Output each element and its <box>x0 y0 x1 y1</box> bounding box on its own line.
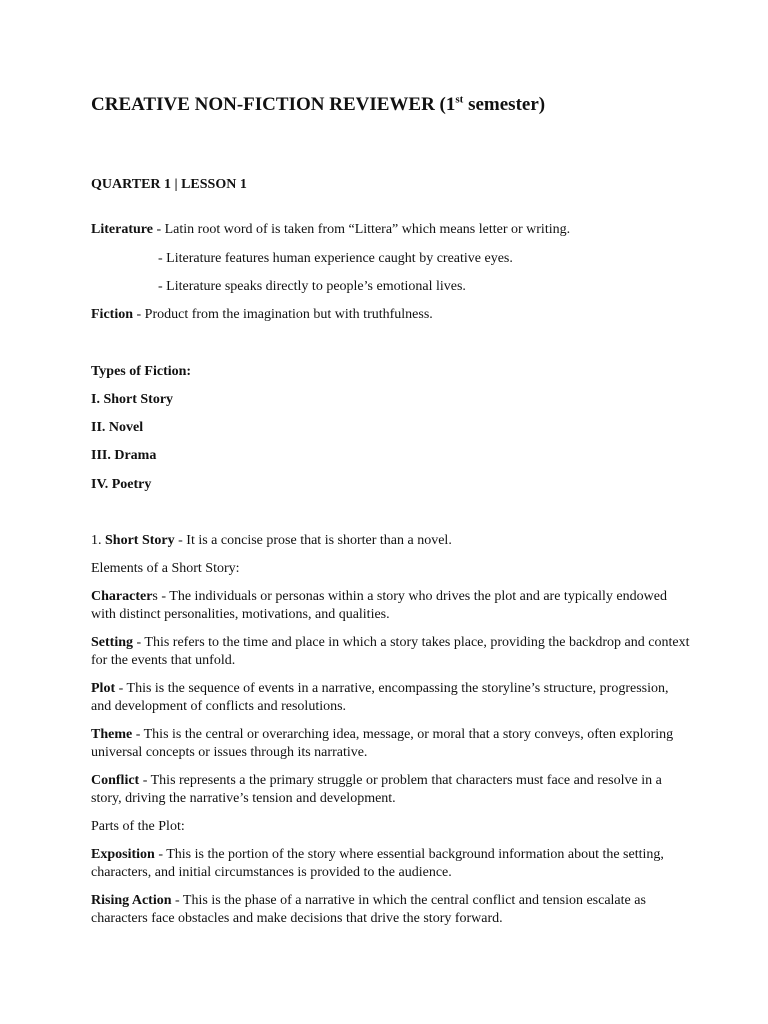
type-item: IV. Poetry <box>91 477 152 492</box>
element-term: Setting <box>91 635 133 650</box>
element-term: Conflict <box>91 773 140 788</box>
types-heading: Types of Fiction: <box>91 364 192 379</box>
type-item: III. Drama <box>91 448 157 463</box>
elements-heading: Elements of a Short Story: <box>91 561 240 576</box>
literature-term: Literature <box>91 222 153 237</box>
plot-part-term: Exposition <box>91 847 155 862</box>
element-conflict: Conflict - This represents a the primary struggle or problem that characters must face and resolve in a story, driving the narrative’s tension and development. <box>91 773 662 806</box>
plot-part-rising-action: Rising Action - This is the phase of a narrative in which the central conflict and tension escalate as characters face obstacles and make decisions that drive the story forward. <box>91 893 646 926</box>
literature-bullet: - Literature speaks directly to people’s emotional lives. <box>158 279 466 294</box>
plot-part-term: Rising Action <box>91 893 172 908</box>
plot-part-exposition: Exposition - This is the portion of the story where essential background information about the setting, characters, and initial circumstances is provided to the audience. <box>91 847 664 880</box>
title-superscript: st <box>455 93 464 106</box>
element-theme: Theme - This is the central or overarching idea, message, or moral that a story conveys, often exploring universal concepts or issues through its narrative. <box>91 727 674 760</box>
element-plot: Plot - This is the sequence of events in a narrative, encompassing the storyline’s structure, progression, and development of conflicts and resolutions. <box>91 681 669 714</box>
fiction-term: Fiction <box>91 307 133 322</box>
literature-bullet: - Literature features human experience caught by creative eyes. <box>158 251 513 266</box>
element-term: Theme <box>91 727 133 742</box>
short-story-term: Short Story <box>105 533 175 548</box>
plot-parts-heading: Parts of the Plot: <box>91 819 185 834</box>
element-term: Character <box>91 589 153 604</box>
type-item: II. Novel <box>91 420 144 435</box>
element-characters: Characters - The individuals or personas within a story who drives the plot and are typically endowed with distinct personalities, motivations, and qualities. <box>91 589 667 622</box>
quarter-heading: QUARTER 1 | LESSON 1 <box>91 177 247 192</box>
short-story-definition: 1. Short Story - It is a concise prose that is shorter than a novel. <box>91 533 452 548</box>
literature-definition: Literature - Latin root word of is taken from “Littera” which means letter or writing. <box>91 222 571 237</box>
element-term: Plot <box>91 681 116 696</box>
type-item: I. Short Story <box>91 392 174 407</box>
element-setting: Setting - This refers to the time and place in which a story takes place, providing the backdrop and context for the events that unfold. <box>91 635 690 668</box>
document-title: CREATIVE NON-FICTION REVIEWER (1st semester) <box>91 93 546 115</box>
fiction-definition: Fiction - Product from the imagination but with truthfulness. <box>91 307 433 322</box>
